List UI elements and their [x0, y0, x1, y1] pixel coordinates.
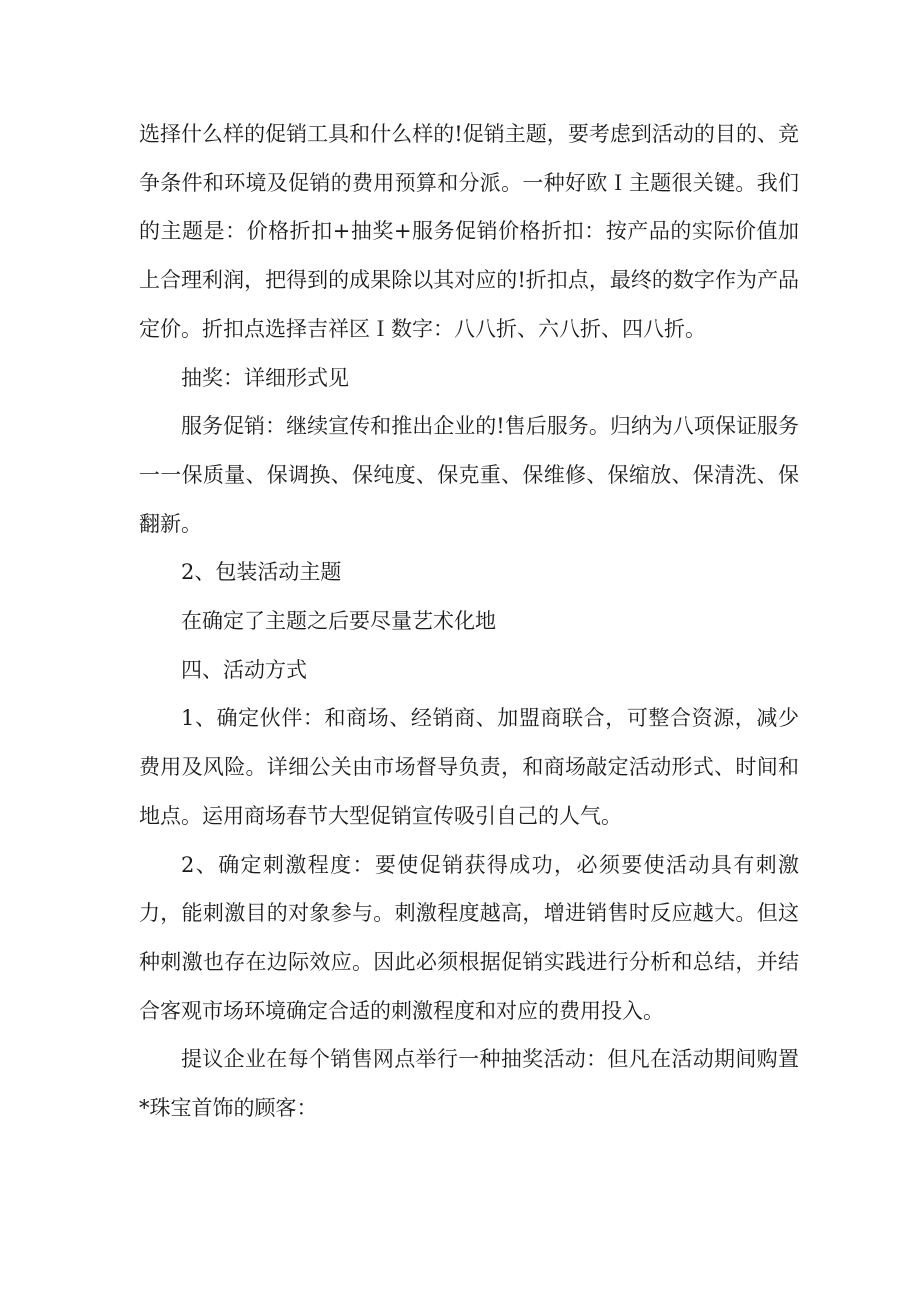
paragraph-lottery-proposal: 提议企业在每个销售网点举行一种抽奖活动：但凡在活动期间购置*珠宝首饰的顾客： — [139, 1047, 799, 1121]
paragraph-artistic-theme: 在确定了主题之后要尽量艺术化地 — [181, 609, 496, 634]
paragraph-lottery: 抽奖：详细形式见 — [181, 365, 349, 390]
paragraph-partners: 1、确定伙伴：和商场、经销商、加盟商联合，可整合资源，减少费用及风险。详细公关由市场督导负责，和商场敲定活动形式、时间和地点。运用商场春节大型促销宣传吸引自己的人气。 — [139, 706, 799, 828]
heading-activity-method: 四、活动方式 — [181, 657, 307, 682]
paragraph-service-promotion: 服务促销：继续宣传和推出企业的!售后服务。归纳为八项保证服务一一保质量、保调换、保纯度、保克重、保维修、保缩放、保清洗、保翻新。 — [139, 414, 799, 536]
document-page — [139, 110, 799, 1133]
paragraph-theme-selection: 选择什么样的促销工具和什么样的!促销主题，要考虑到活动的目的、竞争条件和环境及促销的费用预算和分派。一种好欧Ｉ主题很关键。我们的主题是：价格折扣+抽奖+服务促销价格折扣：按产品的实际价值加上合理利润，把得到的成果除以其对应的!折扣点，最终的数字作为产品定价。折扣点选择吉祥区Ｉ数字：八八折、六八折、四八折。 — [139, 122, 799, 341]
heading-package-theme: 2、包装活动主题 — [181, 560, 342, 585]
paragraph-stimulus-level: 2、确定刺激程度：要使促销获得成功，必须要使活动具有刺激力，能刺激目的对象参与。刺激程度越高，增进销售时反应越大。但这种刺激也存在边际效应。因此必须根据促销实践进行分析和总结，并结合客观市场环境确定合适的刺激程度和对应的费用投入。 — [139, 852, 799, 1023]
